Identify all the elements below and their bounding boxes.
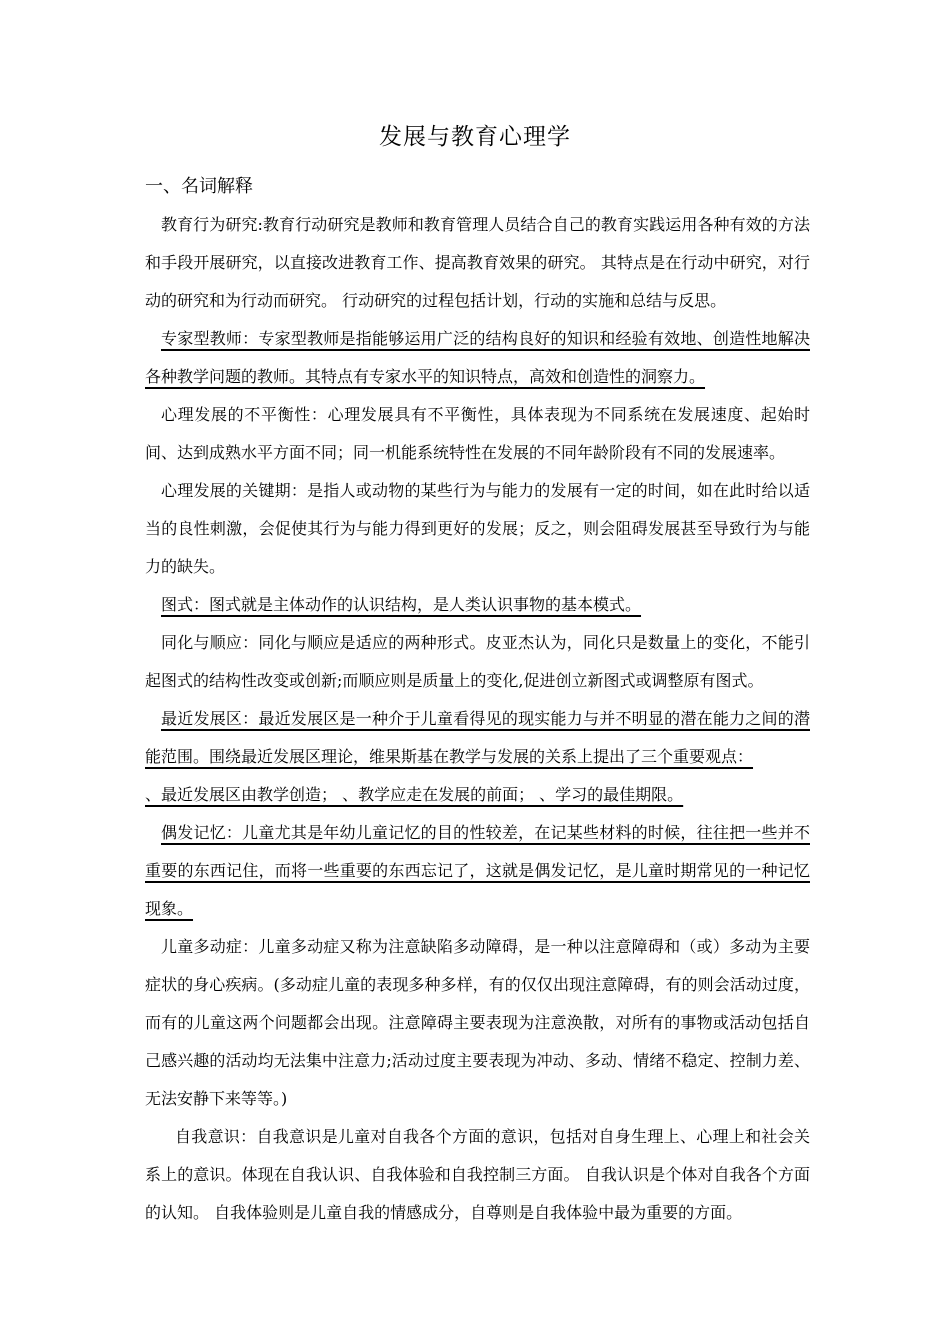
paragraph-schema — [145, 586, 810, 624]
paragraph-three-viewpoints — [145, 776, 810, 814]
document-title: 发展与教育心理学 — [379, 124, 571, 150]
paragraph-text: 教育行为研究:教育行动研究是教师和教育管理人员结合自己的教育实践运用各种有效的方法和手段开展研究，以直接改进教育工作、提高教育效果的研究。 其特点是在行动中研究，对行动的研究和为行动而研究。 行动研究的过程包括计划，行动的实施和总结与反思。 — [145, 215, 810, 310]
paragraph-text: 儿童多动症：儿童多动症又称为注意缺陷多动障碍，是一种以注意障碍和（或）多动为主要症状的身心疾病。(多动症儿童的表现多种多样，有的仅仅出现注意障碍，有的则会活动过度，而有的儿童这两个问题都会出现。注意障碍主要表现为注意涣散，对所有的事物或活动包括自己感兴趣的活动均无法集中注意力;活动过度主要表现为冲动、多动、情绪不稳定、控制力差、无法安静下来等等。) — [145, 937, 810, 1108]
section-heading: 一、名词解释 — [145, 176, 253, 197]
paragraph-text: 心理发展的关键期：是指人或动物的某些行为与能力的发展有一定的时间，如在此时给以适当的良性刺激，会促使其行为与能力得到更好的发展；反之，则会阻碍发展甚至导致行为与能力的缺失。 — [145, 481, 810, 576]
paragraph-text: 同化与顺应：同化与顺应是适应的两种形式。皮亚杰认为，同化只是数量上的变化，不能引起图式的结构性改变或创新;而顺应则是质量上的变化,促进创立新图式或调整原有图式。 — [145, 633, 810, 690]
paragraph-critical-period — [145, 472, 810, 586]
paragraph-unbalanced-development — [145, 396, 810, 472]
paragraph-zone-of-proximal-development — [145, 700, 810, 776]
paragraph-text: 专家型教师：专家型教师是指能够运用广泛的结构良好的知识和经验有效地、创造性地解决各种教学问题的教师。其特点有专家水平的知识特点，高效和创造性的洞察力。 — [145, 329, 810, 386]
paragraph-text: 最近发展区：最近发展区是一种介于儿童看得见的现实能力与并不明显的潜在能力之间的潜能范围。围绕最近发展区理论，维果斯基在教学与发展的关系上提出了三个重要观点： — [145, 709, 810, 766]
paragraph-adhd — [145, 928, 810, 1118]
paragraph-text: 心理发展的不平衡性：心理发展具有不平衡性，具体表现为不同系统在发展速度、起始时间、达到成熟水平方面不同；同一机能系统特性在发展的不同年龄阶段有不同的发展速率。 — [145, 405, 810, 462]
paragraph-incidental-memory — [145, 814, 810, 928]
paragraph-expert-teacher — [145, 320, 810, 396]
document-body — [145, 206, 810, 1232]
paragraph-text: 、最近发展区由教学创造； 、教学应走在发展的前面； 、学习的最佳期限。 — [145, 785, 684, 804]
paragraph-text: 偶发记忆：儿童尤其是年幼儿童记忆的目的性较差，在记某些材料的时候，往往把一些并不重要的东西记住，而将一些重要的东西忘记了，这就是偶发记忆，是儿童时期常见的一种记忆现象。 — [145, 823, 810, 918]
paragraph-action-research — [145, 206, 810, 320]
paragraph-self-consciousness — [145, 1118, 810, 1232]
paragraph-text: 自我意识：自我意识是儿童对自我各个方面的意识，包括对自身生理上、心理上和社会关系上的意识。体现在自我认识、自我体验和自我控制三方面。 自我认识是个体对自我各个方面的认知。 自我体验则是儿童自我的情感成分，自尊则是自我体验中最为重要的方面。 — [145, 1127, 810, 1222]
paragraph-text: 图式：图式就是主体动作的认识结构，是人类认识事物的基本模式。 — [161, 595, 642, 614]
paragraph-assimilation-accommodation — [145, 624, 810, 700]
